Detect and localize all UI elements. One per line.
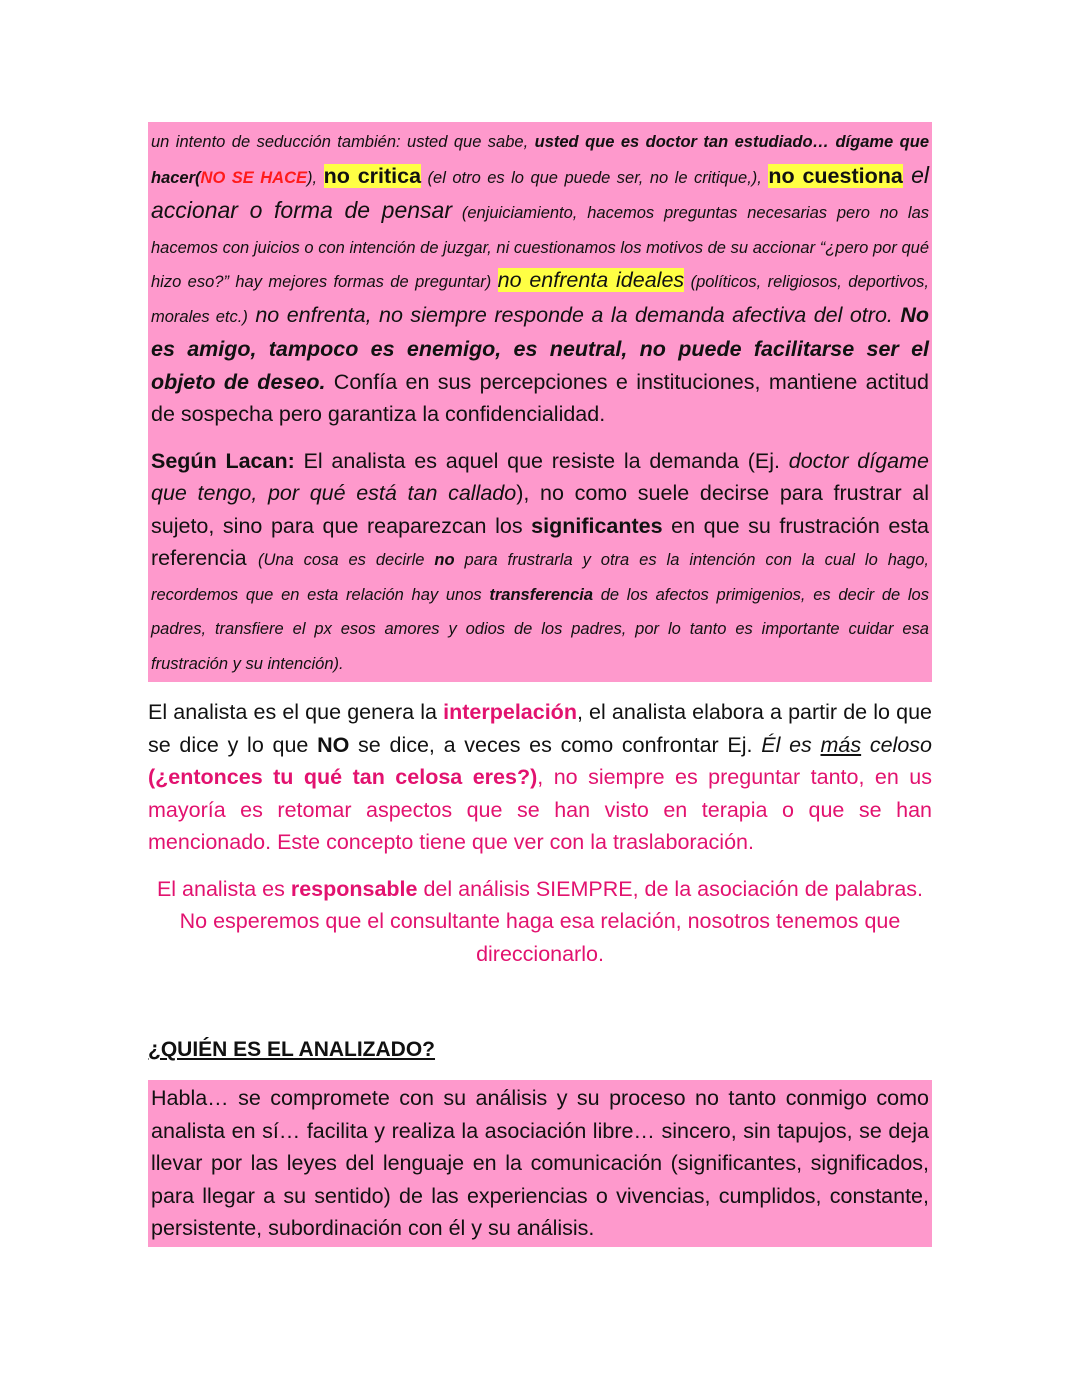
analizado-block [148,1080,932,1247]
highlight-no-critica: no critica [323,163,422,188]
text: de los afectos primigenios, es decir de los padres, transfiere el px esos amores y odios de los padres, por lo tanto es importante cuidar esa frustración y su intención). [151,585,929,673]
text: , no siempre es preguntar tanto, en us mayoría es retomar aspectos que se han visto en terapia o que se han mencionado. Este concepto tiene que ver con la traslaboración. [148,765,933,854]
text: en que su frustración esta referencia [151,513,929,570]
text: responsable [290,876,418,901]
text: se dice, a veces es como confrontar Ej. [349,732,762,757]
text: doctor dígame que tengo, por qué está tan callado [151,448,929,505]
text: Confía en sus percepciones e instituciones, mantiene actitud de sospecha pero garantiza la confidencialidad. [151,369,930,426]
text: Él es [761,732,821,757]
text: no enfrenta, no siempre responde a la demanda afectiva del otro. [247,302,901,327]
analizado-paragraph: Habla… se compromete con su análisis y su proceso no tanto conmigo como analista en sí… facilita y realiza la asociación libre… sincero, sin tapujos, se deja llevar por las leyes del lenguaje en la comunicación (significantes, significados, para llegar a su sentido) de las experiencias o vivencias, cumplidos, constante, persistente, subordinación con él y su análisis. [151,1086,929,1240]
highlight-no-enfrenta-ideales: no enfrenta ideales [497,268,685,292]
text: transferencia [489,585,594,604]
analyst-attitudes-block [148,122,932,682]
text: (políticos, religiosos, deportivos, morales etc.) [151,273,930,326]
lacan-paragraph [151,445,929,681]
text: ), no como suele decirse para frustrar al sujeto, sino para que reaparezcan los [151,481,929,538]
text: un intento de seducción también: usted que sabe, [151,133,535,151]
text: ), [307,168,324,187]
responsable-paragraph [148,873,932,971]
text: El analista es aquel que resiste la demanda (Ej. [294,448,789,473]
document-page [148,122,932,1247]
text: para frustrarla y otra es la intención con la cual lo hago, recordemos que en esta relación hay unos [151,551,929,604]
text: no [434,551,455,569]
text: El analista es [156,876,291,901]
text: interpelación [443,700,577,724]
no-se-hace-warning: NO SE HACE [200,168,307,187]
text: usted que es doctor tan estudiado… dígame que hacer( [151,133,930,187]
analyst-attitudes-paragraph [151,124,929,431]
text: significantes [531,513,663,538]
text: (¿entonces tu qué tan celosa eres?) [148,765,538,789]
section-heading: ¿QUIÉN ES EL ANALIZADO? [148,1038,436,1061]
text: celoso [861,732,932,757]
text: el accionar o forma de pensar [151,161,930,223]
text: El analista es el que genera la [148,700,444,724]
text: (Una cosa es decirle [257,551,435,569]
highlight-no-cuestiona: no cuestiona [768,163,903,188]
text: del análisis SIEMPRE, de la asociación de palabras. No esperemos que el consultante haga esa relación, nosotros tenemos que direccionarlo. [179,876,924,966]
text: más [820,732,862,757]
text: NO [317,732,350,757]
text: No es amigo, tampoco es enemigo, es neutral, no puede facilitarse ser el objeto de deseo. [151,302,930,394]
lacan-label: Según Lacan: [151,448,295,473]
interpelacion-paragraph [148,696,932,859]
spacer [151,431,929,445]
text: , el analista elabora a partir de lo que se dice y lo que [148,700,932,757]
text: (el otro es lo que puede ser, no le critique,), [421,168,769,187]
text: (enjuiciamiento, hacemos preguntas necesarias pero no las hacemos con juicios o con intención de juzgar, ni cuestionamos los motivos de su accionar “¿pero por qué hizo eso?” hay mejores formas de preguntar) [151,204,929,291]
